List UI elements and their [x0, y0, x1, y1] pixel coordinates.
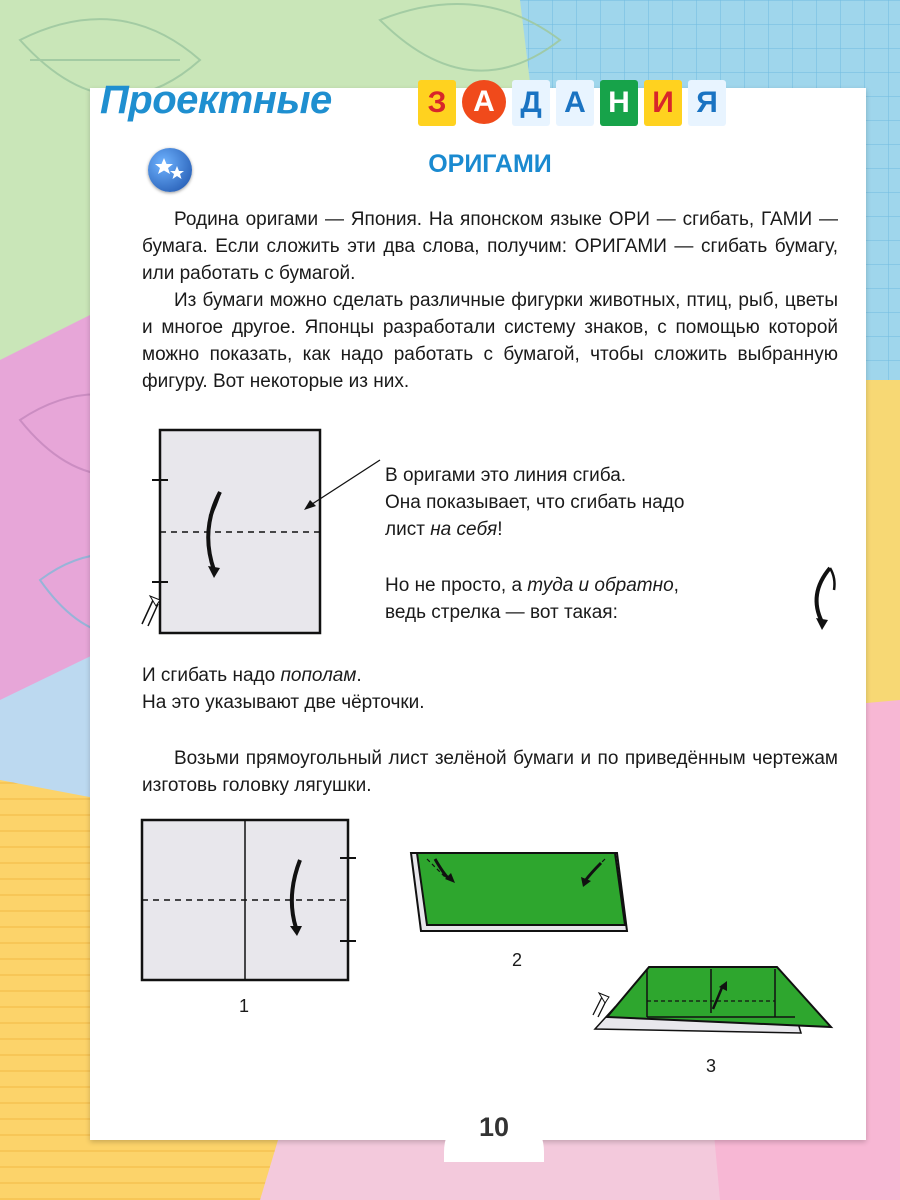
fold-line-diagram — [140, 420, 390, 650]
letter-tile: Я — [688, 80, 726, 126]
arrow-note-text-1 — [385, 572, 679, 599]
figure-1-diagram — [130, 810, 370, 990]
figure-2-diagram — [405, 845, 635, 940]
figure-3-label: 3 — [706, 1056, 717, 1076]
arrow-note-plain: Но не просто, а — [385, 575, 528, 596]
intro-text — [142, 206, 838, 395]
fold-line-text-3-plain: лист — [385, 519, 431, 540]
figure-1-label: 1 — [239, 996, 250, 1016]
figure-3-diagram — [585, 955, 835, 1035]
page-title: ОРИГАМИ — [428, 150, 552, 178]
intro-paragraph-1: Родина оригами — Япония. На японском языке ОРИ — сгибать, ГАМИ — бумага. Если сложить эти два слова, получим: ОРИГАМИ — сгибать бумагу, или работать с бумагой. — [142, 209, 838, 284]
intro-paragraph-2: Из бумаги можно сделать различные фигурки животных, птиц, рыб, цветы и многое другое. Японцы разработали систему знаков, с помощью которой можно показать, как надо работать с бумагой, чтобы сложить выбранную фигуру. Вот некоторые из них. — [142, 290, 838, 392]
letter-tile: А — [556, 80, 594, 126]
arrow-note-text-2: ведь стрелка — вот такая: — [385, 602, 618, 623]
figure-2-label: 2 — [512, 950, 523, 970]
back-and-forth-arrow-icon — [800, 560, 850, 635]
tasks-letter-tiles — [418, 80, 726, 126]
letter-tile: З — [418, 80, 456, 126]
fold-line-text-2: Она показывает, что сгибать надо — [385, 492, 685, 513]
task-text — [142, 745, 838, 799]
fold-line-text-3-italic: на себя — [430, 519, 498, 540]
half-note-end: . — [356, 665, 362, 686]
half-note-text-2: На это указывают две чёрточки. — [142, 692, 425, 713]
letter-tile: И — [644, 80, 682, 126]
fold-line-text-3 — [385, 516, 502, 543]
task-paragraph: Возьми прямоугольный лист зелёной бумаги и по приведённым чертежам изготовь головку лягушки. — [142, 748, 838, 796]
letter-tile: Н — [600, 80, 638, 126]
fold-line-text-3-end: ! — [497, 519, 503, 540]
half-note-italic: пополам — [280, 665, 357, 686]
fold-line-text-1: В оригами это линия сгиба. — [385, 465, 627, 486]
half-note-plain: И сгибать надо — [142, 665, 281, 686]
letter-tile: Д — [512, 80, 550, 126]
arrow-note-italic: туда и обратно — [527, 575, 674, 596]
half-note-text-1 — [142, 662, 362, 689]
letter-tile-apple: А — [462, 80, 506, 124]
section-heading-projects: Проектные — [100, 78, 332, 122]
arrow-note-end: , — [673, 575, 679, 596]
page-number: 10 — [478, 1112, 510, 1142]
